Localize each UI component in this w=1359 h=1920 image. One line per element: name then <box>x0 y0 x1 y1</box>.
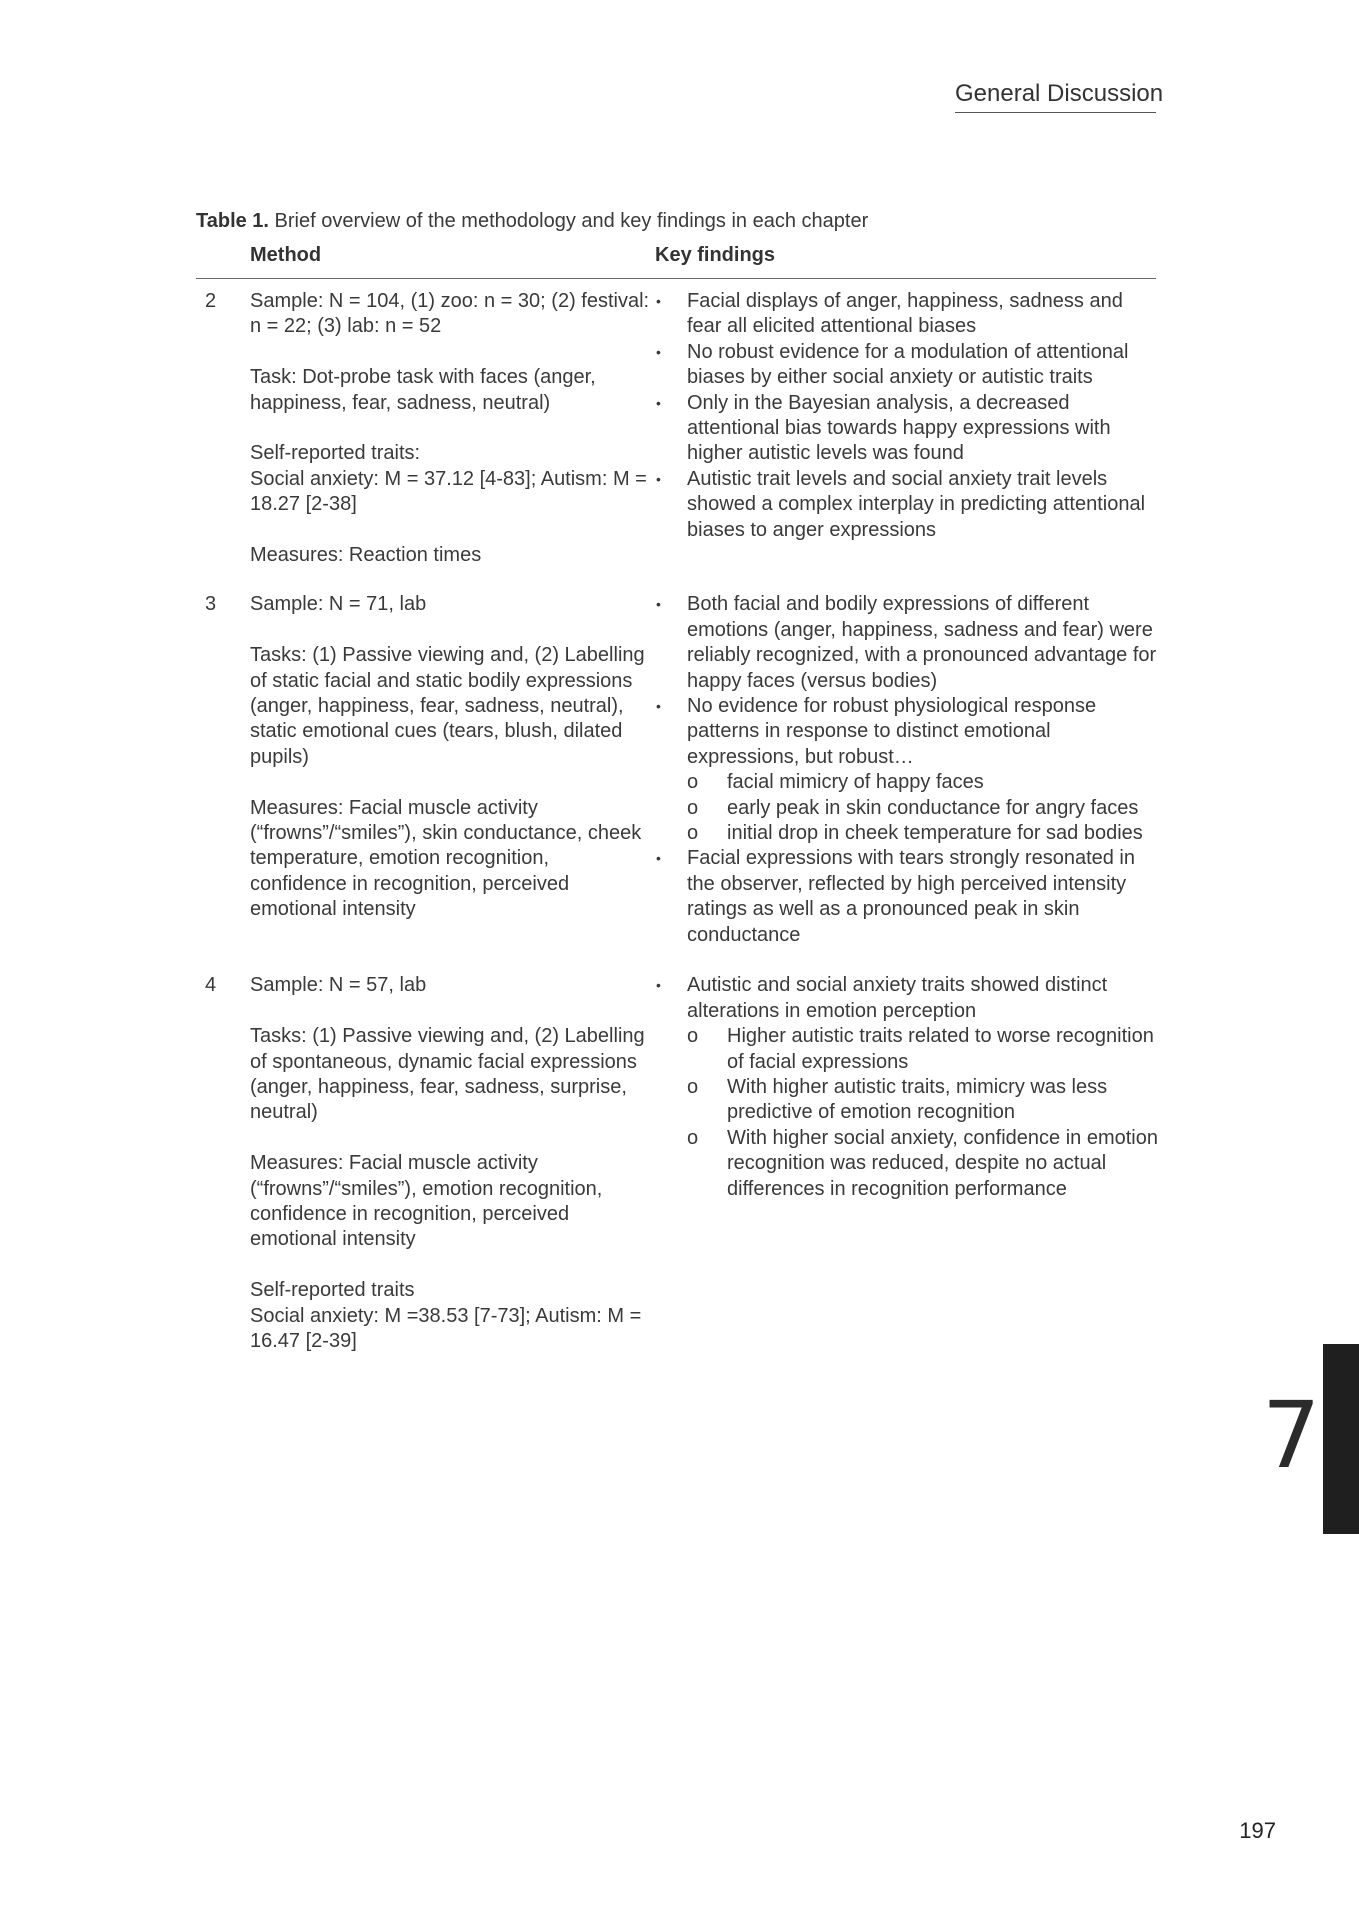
method-paragraph: Tasks: (1) Passive viewing and, (2) Labelling of spontaneous, dynamic facial expressions (anger, happiness, fear, sadness, surprise, neutral) <box>250 1025 645 1124</box>
method-cell <box>250 289 650 568</box>
finding-subitem <box>655 821 1160 846</box>
finding-item <box>655 391 1160 467</box>
finding-text: Only in the Bayesian analysis, a decreased attentional bias towards happy expressions with higher autistic levels was found <box>687 391 1111 465</box>
finding-text: Autistic and social anxiety traits showed distinct alterations in emotion perception <box>687 974 1108 1022</box>
chapter-ref: 3 <box>205 593 217 616</box>
finding-subitem-text: With higher autistic traits, mimicry was less predictive of emotion recognition <box>727 1076 1108 1124</box>
method-paragraph: Tasks: (1) Passive viewing and, (2) Labelling of static facial and static bodily expressions (anger, happiness, fear, sadness, neutral), static emotional cues (tears, blush, dilated pupils) <box>250 644 645 768</box>
finding-text: Facial expressions with tears strongly resonated in the observer, reflected by high perceived intensity ratings as well as a pronounced peak in skin conductance <box>687 847 1135 946</box>
bullet-icon: • <box>656 343 661 360</box>
chapter-ref: 4 <box>205 974 217 997</box>
bullet-icon: • <box>656 977 661 994</box>
finding-item <box>655 694 1160 846</box>
caption-text: Brief overview of the methodology and key findings in each chapter <box>269 210 869 232</box>
sub-bullet-icon: o <box>687 1126 699 1149</box>
finding-subitem-text: Higher autistic traits related to worse recognition of facial expressions <box>727 1025 1154 1073</box>
method-paragraph: Sample: N = 71, lab <box>250 593 427 616</box>
finding-text: No robust evidence for a modulation of attentional biases by either social anxiety or autistic traits <box>687 340 1129 389</box>
table-caption <box>196 210 868 233</box>
page-number: 197 <box>1239 1818 1276 1843</box>
finding-text: Facial displays of anger, happiness, sadness and fear all elicited attentional biases <box>687 290 1123 338</box>
finding-subitem-text: facial mimicry of happy faces <box>727 771 984 794</box>
bullet-icon: • <box>656 596 661 613</box>
sub-bullet-icon: o <box>687 1025 699 1048</box>
finding-text: Autistic trait levels and social anxiety trait levels showed a complex interplay in predicting attentional biases to anger expressions <box>687 467 1146 541</box>
finding-item <box>655 340 1160 391</box>
table-body <box>196 289 1156 1354</box>
finding-item <box>655 467 1160 543</box>
method-paragraph: Sample: N = 57, lab <box>250 974 427 997</box>
method-cell <box>250 592 650 922</box>
finding-subitem <box>655 1126 1160 1202</box>
sub-bullet-icon: o <box>687 1076 699 1099</box>
finding-item <box>655 592 1160 694</box>
finding-text: Both facial and bodily expressions of different emotions (anger, happiness, sadness and fear) were reliably recognized, with a pronounced advantage for happy faces (versus bodies) <box>687 593 1157 692</box>
running-head: General Discussion <box>955 80 1156 113</box>
overview-table <box>196 243 1156 1354</box>
header-key-findings: Key findings <box>655 244 776 266</box>
method-paragraph: Measures: Facial muscle activity (“frowns”/“smiles”), skin conductance, cheek temperature, emotion recognition, confidence in recognition, perceived emotional intensity <box>250 796 642 921</box>
method-paragraph: Self-reported traits: Social anxiety: M = 37.12 [4-83]; Autism: M = 18.27 [2-38] <box>250 442 647 516</box>
chapter-tab <box>1323 1344 1359 1534</box>
method-paragraph: Self-reported traits Social anxiety: M =38.53 [7-73]; Autism: M = 16.47 [2-39] <box>250 1279 642 1353</box>
finding-item <box>655 846 1160 948</box>
bullet-icon: • <box>656 698 661 715</box>
findings-cell <box>655 973 1160 1202</box>
table-row <box>196 592 1156 948</box>
sub-bullet-icon: o <box>687 822 699 845</box>
chapter-number: 7 <box>1262 1382 1321 1489</box>
bullet-icon: • <box>656 293 661 309</box>
finding-subitem-text: initial drop in cheek temperature for sad bodies <box>727 822 1143 845</box>
finding-item <box>655 973 1160 1202</box>
finding-text: No evidence for robust physiological response patterns in response to distinct emotional expressions, but robust… <box>687 695 1097 768</box>
table-header <box>196 243 1156 279</box>
findings-cell <box>655 592 1160 948</box>
table-row <box>196 973 1156 1354</box>
findings-cell <box>655 289 1160 543</box>
method-paragraph: Task: Dot-probe task with faces (anger, happiness, fear, sadness, neutral) <box>250 366 596 414</box>
bullet-icon: • <box>656 394 661 411</box>
finding-subitem <box>655 796 1160 821</box>
finding-subitem <box>655 1075 1160 1126</box>
finding-subitem <box>655 1024 1160 1075</box>
finding-item <box>655 289 1160 340</box>
bullet-icon: • <box>656 470 661 487</box>
method-paragraph: Measures: Facial muscle activity (“frowns”/“smiles”), emotion recognition, confidence in recognition, perceived emotional intensity <box>250 1152 603 1251</box>
finding-subitem-text: early peak in skin conductance for angry faces <box>727 796 1139 819</box>
chapter-ref: 2 <box>205 290 217 312</box>
method-cell <box>250 973 650 1354</box>
sub-bullet-icon: o <box>687 771 699 794</box>
finding-subitem-text: With higher social anxiety, confidence in emotion recognition was reduced, despite no actual differences in recognition performance <box>727 1126 1158 1200</box>
table-row <box>196 289 1156 568</box>
method-paragraph: Sample: N = 104, (1) zoo: n = 30; (2) festival: n = 22; (3) lab: n = 52 <box>250 290 650 338</box>
finding-subitem <box>655 770 1160 795</box>
method-paragraph: Measures: Reaction times <box>250 544 482 567</box>
header-method: Method <box>250 244 322 266</box>
bullet-icon: • <box>656 850 661 867</box>
caption-label: Table 1. <box>196 210 269 232</box>
sub-bullet-icon: o <box>687 796 699 819</box>
